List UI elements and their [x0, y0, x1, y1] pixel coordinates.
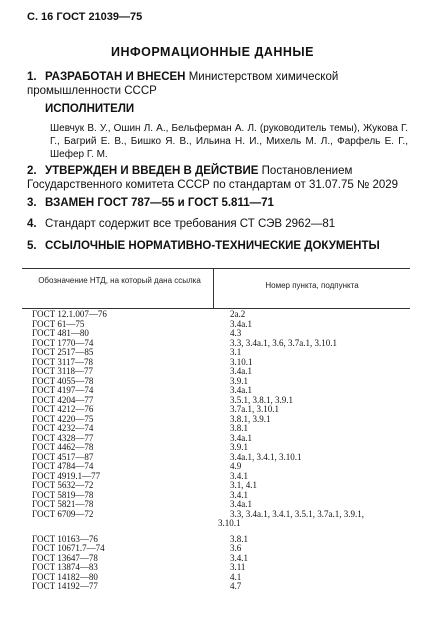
row-clause: 3.4а.1, 3.4.1, 3.10.1: [230, 451, 302, 462]
row-clause: 3.9.1: [230, 442, 248, 452]
row-document: ГОСТ 6709—72: [32, 508, 94, 519]
item-5: [27, 239, 380, 253]
item-5-heading: ССЫЛОЧНЫЕ НОРМАТИВНО-ТЕХНИЧЕСКИЕ ДОКУМЕНТЫ: [45, 240, 380, 252]
row-clause: 4.9: [230, 461, 242, 471]
row-document: ГОСТ 10163—76: [32, 533, 98, 544]
row-clause: 3.8.1, 3.9.1: [230, 413, 271, 424]
item-1: [27, 70, 407, 98]
item-4-number: 4.: [27, 218, 37, 230]
row-document: ГОСТ 4197—74: [32, 385, 94, 395]
row-clause: 3.9.1: [230, 375, 248, 386]
row-clause: 3.6: [230, 543, 242, 553]
col-header-clause: Номер пункта, подпункта: [265, 281, 359, 290]
row-document: ГОСТ 13874—83: [32, 562, 98, 572]
row-clause: 3.1: [230, 347, 242, 357]
item-2-number: 2.: [27, 165, 37, 177]
row-clause: 3.4а.1: [230, 366, 252, 376]
row-document: ГОСТ 4517—87: [32, 451, 94, 462]
row-document: ГОСТ 5821—78: [32, 499, 94, 509]
row-clause: 4.1: [230, 571, 242, 582]
item-2-heading: УТВЕРЖДЕН И ВВЕДЕН В ДЕЙСТВИЕ: [45, 165, 259, 177]
table-body: [22, 310, 410, 592]
item-3: [27, 196, 274, 210]
row-document: ГОСТ 4055—78: [32, 375, 94, 386]
row-clause: 3.8.1: [230, 423, 248, 433]
row-clause-line2: 3.10.1: [218, 518, 241, 528]
row-document: ГОСТ 61—75: [32, 318, 85, 329]
page-header: С. 16 ГОСТ 21039—75: [27, 11, 143, 23]
row-document: ГОСТ 3118—77: [32, 366, 94, 376]
row-clause: 3.7а.1, 3.10.1: [230, 404, 279, 414]
table-row: [22, 582, 410, 592]
item-1-heading: РАЗРАБОТАН И ВНЕСЕН: [45, 71, 186, 83]
row-document: ГОСТ 12.1.007—76: [32, 309, 107, 319]
item-4-text: Стандарт содержит все требования СТ СЭВ 2962—81: [45, 218, 336, 230]
row-clause: 4.7: [230, 581, 242, 591]
item-5-number: 5.: [27, 240, 37, 252]
row-clause: 3.4а.1: [230, 432, 252, 443]
row-clause: 3.10.1: [230, 356, 253, 367]
item-1-number: 1.: [27, 71, 37, 83]
row-document: ГОСТ 1770—74: [32, 337, 94, 348]
item-3-heading: ВЗАМЕН ГОСТ 787—55 и ГОСТ 5.811—71: [45, 197, 274, 209]
row-document: ГОСТ 4784—74: [32, 461, 94, 471]
page-title: ИНФОРМАЦИОННЫЕ ДАННЫЕ: [110, 45, 315, 59]
table-column-divider: [213, 268, 214, 308]
row-clause: 3.4а.1: [230, 318, 252, 329]
row-clause: 3.4а.1: [230, 499, 252, 509]
row-document: ГОСТ 4204—77: [32, 394, 94, 405]
row-clause: 3.4а.1: [230, 385, 252, 395]
row-document: ГОСТ 481—80: [32, 328, 89, 338]
row-clause: 3.4.1: [230, 552, 248, 563]
row-clause: 3.8.1: [230, 533, 248, 544]
row-document: ГОСТ 4212—76: [32, 404, 94, 414]
row-document: ГОСТ 13647—78: [32, 552, 98, 563]
row-clause: 3.1, 4.1: [230, 480, 257, 490]
row-clause: 3.3, 3.4а.1, 3.6, 3.7а.1, 3.10.1: [230, 337, 337, 348]
row-document: ГОСТ 4462—78: [32, 442, 94, 452]
table-row: [22, 510, 410, 529]
row-clause-line1: 3.3, 3.4а.1, 3.4.1, 3.5.1, 3.7а.1, 3.9.1,: [230, 508, 364, 519]
row-clause: 3.11: [230, 562, 246, 572]
col-header-document: Обозначение НТД, на который дана ссылка: [38, 276, 201, 285]
row-document: ГОСТ 14192—77: [32, 581, 98, 591]
row-clause: [218, 508, 405, 529]
row-clause: 3.4.1: [230, 489, 248, 500]
row-clause: 2а.2: [230, 309, 246, 319]
references-table: [22, 268, 410, 633]
table-top-border: [22, 268, 410, 269]
row-document: ГОСТ 5819—78: [32, 489, 94, 500]
row-document: ГОСТ 2517—85: [32, 347, 94, 357]
row-clause: 3.4.1: [230, 470, 248, 481]
row-clause: 4.3: [230, 328, 242, 338]
row-document: ГОСТ 4232—74: [32, 423, 94, 433]
row-document: ГОСТ 10671.7—74: [32, 543, 105, 553]
item-4: [27, 217, 335, 231]
row-document: ГОСТ 5632—72: [32, 480, 94, 490]
item-2: [27, 164, 412, 192]
item-2-text: Постановлением Государственного комитета СССР по стандартам от 31.07.75 № 2029: [27, 165, 399, 191]
row-document: ГОСТ 4220—75: [32, 413, 94, 424]
item-1-text: Министерством химической промышленности СССР: [27, 71, 339, 97]
row-document: ГОСТ 3117—78: [32, 356, 94, 367]
item-3-number: 3.: [27, 197, 37, 209]
row-document: ГОСТ 4919.1—77: [32, 470, 101, 481]
row-document: ГОСТ 4328—77: [32, 432, 94, 443]
row-document: ГОСТ 14182—80: [32, 571, 98, 582]
ispolniteli-names: Шевчук В. У., Ошин Л. А., Бельферман А. Л. (руководитель темы), Жукова Г. Г., Багрий Е. В., Бишко Я. В., Ильина Н. И., Михель М. Л., Фарфель Е. Г., Шефер Г. М.: [50, 123, 408, 160]
ispolniteli-label: ИСПОЛНИТЕЛИ: [45, 103, 135, 115]
row-clause: 3.5.1, 3.8.1, 3.9.1: [230, 394, 293, 405]
